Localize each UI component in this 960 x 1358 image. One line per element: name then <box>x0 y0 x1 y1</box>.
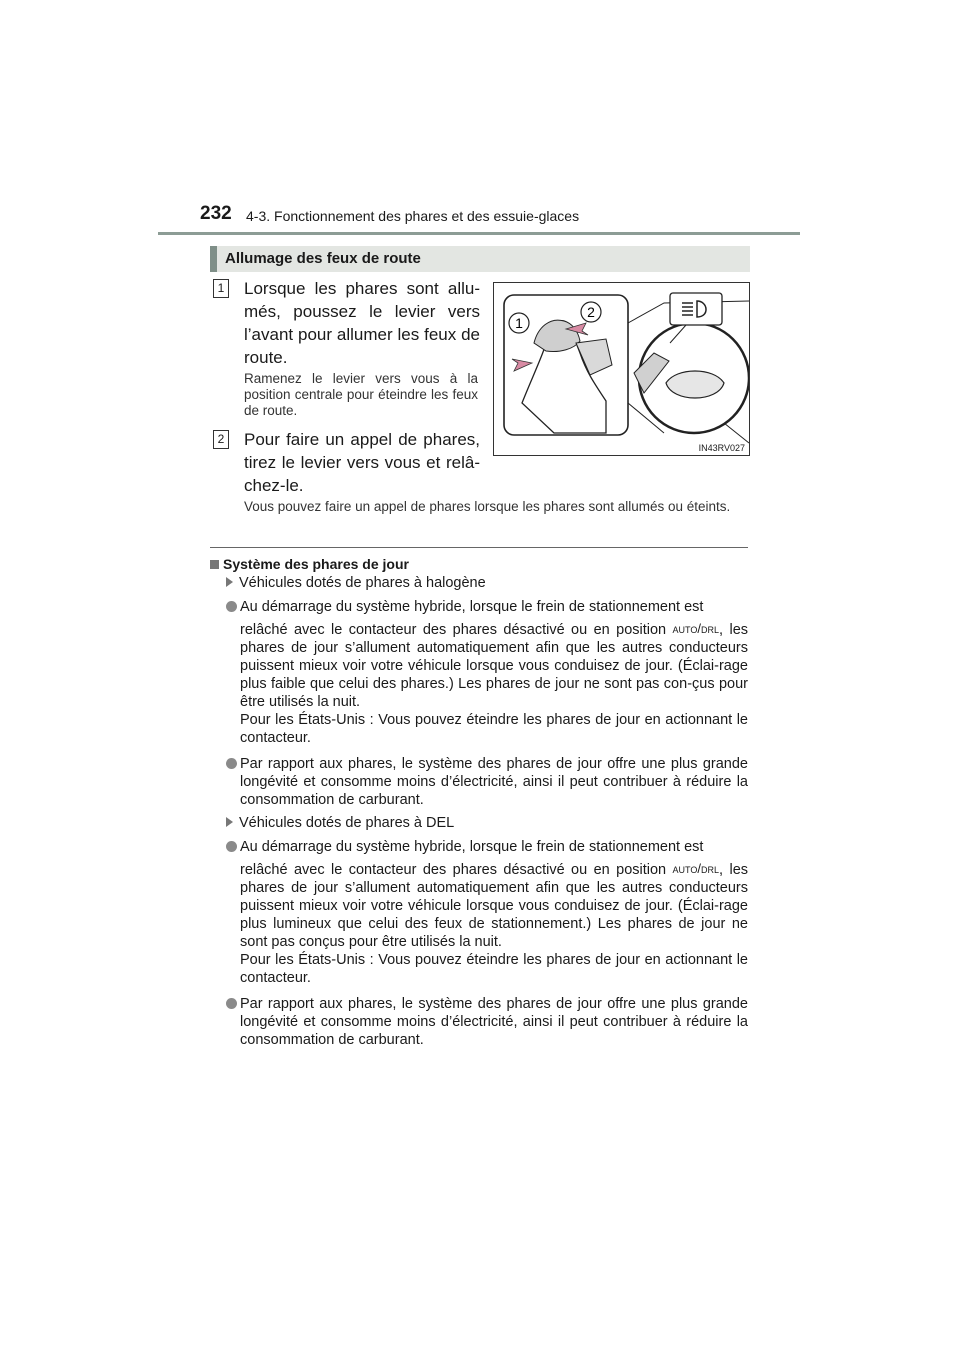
header-rule <box>158 232 800 235</box>
led-bullet-1-us: Pour les États-Unis : Vous pouvez éteindre les phares de jour en actionnant le contacteur. <box>240 952 748 986</box>
variant-halogen-text: Véhicules dotés de phares à halogène <box>239 575 486 591</box>
halogen-bullet-2-text: Par rapport aux phares, le système des phares de jour offre une plus grande longévité et consomme moins d’électricité, ainsi il peut contribuer à réduire la consommation de carburant. <box>240 756 748 808</box>
switch-auto-label: AUTO <box>672 625 698 635</box>
step-2-note: Vous pouvez faire un appel de phares lorsque les phares sont allumés ou éteints. <box>244 499 731 514</box>
square-bullet-icon <box>210 560 219 569</box>
triangle-bullet-icon <box>226 817 233 827</box>
switch-auto-label: AUTO <box>672 865 698 875</box>
step-2-text: Pour faire un appel de phares, tirez le levier vers vous et relâ-chez-le. <box>244 430 480 495</box>
chapter-title: 4-3. Fonctionnement des phares et des essuie-glaces <box>246 208 580 224</box>
drl-heading <box>210 556 409 572</box>
triangle-bullet-icon <box>226 577 233 587</box>
circle-bullet-icon <box>226 601 237 612</box>
switch-separator: / <box>697 861 702 876</box>
step-1-note: Ramenez le levier vers vous à la position centrale pour éteindre les feux de route. <box>244 371 478 418</box>
switch-drl-label: DRL <box>701 625 720 635</box>
circle-bullet-icon <box>226 758 237 769</box>
auto-drl-switch-icon <box>672 621 720 636</box>
halogen-bullet-1-post: , les phares de jour s’allument automatiquement afin que les autres conducteurs puissent mieux voir votre véhicule lorsque vous conduisez de jour. (Éclai-rage plus faible que celui des phares.) Les phares de jour ne sont pas con-çus pour être utilisés la nuit. <box>240 622 749 710</box>
step-1-text: Lorsque les phares sont allu-més, poussez le levier vers l’avant pour allumer les feux de route. <box>244 279 480 367</box>
switch-separator: / <box>697 621 702 636</box>
led-bullet-1-post: , les phares de jour s’allument automatiquement afin que les autres conducteurs puissent mieux voir votre véhicule lorsque vous conduisez de jour. (Éclai-rage plus lumineux que celui des feux de stationnement.) Les phares de jour ne sont pas conçus pour être utilisés la nuit. <box>240 862 749 950</box>
drl-heading-text: Système des phares de jour <box>223 556 409 572</box>
halogen-bullet-1-us: Pour les États-Unis : Vous pouvez éteindre les phares de jour en actionnant le contacteur. <box>240 712 748 746</box>
halogen-bullet-1-pre: relâché avec le contacteur des phares désactivé ou en position <box>240 622 667 638</box>
led-bullet-1-pre: relâché avec le contacteur des phares désactivé ou en position <box>240 862 667 878</box>
lever-illustration <box>493 282 750 456</box>
led-bullet-2-text: Par rapport aux phares, le système des phares de jour offre une plus grande longévité et consomme moins d’électricité, ainsi il peut contribuer à réduire la consommation de carburant. <box>240 996 748 1048</box>
switch-drl-label: DRL <box>701 865 720 875</box>
led-bullet-2 <box>226 995 748 1049</box>
halogen-bullet-1 <box>226 598 748 747</box>
variant-led-text: Véhicules dotés de phares à DEL <box>239 815 455 831</box>
callout-1: 1 <box>515 315 523 331</box>
variant-halogen <box>226 575 486 591</box>
halogen-bullet-2 <box>226 755 748 809</box>
lever-drawing <box>494 283 749 455</box>
auto-drl-switch-icon <box>672 861 720 876</box>
figure-code: IN43RV027 <box>698 443 745 453</box>
halogen-bullet-1-first: Au démarrage du système hybride, lorsque le frein de stationnement est <box>240 599 704 615</box>
variant-led <box>226 815 454 831</box>
circle-bullet-icon <box>226 998 237 1009</box>
callout-2: 2 <box>587 304 595 320</box>
step-number-1: 1 <box>213 279 229 298</box>
led-bullet-1-first: Au démarrage du système hybride, lorsque le frein de stationnement est <box>240 839 704 855</box>
page-number: 232 <box>200 203 232 224</box>
section-heading: Allumage des feux de route <box>210 246 750 272</box>
led-bullet-1 <box>226 838 748 987</box>
step-number-2: 2 <box>213 430 229 449</box>
circle-bullet-icon <box>226 841 237 852</box>
section-rule <box>210 547 748 548</box>
